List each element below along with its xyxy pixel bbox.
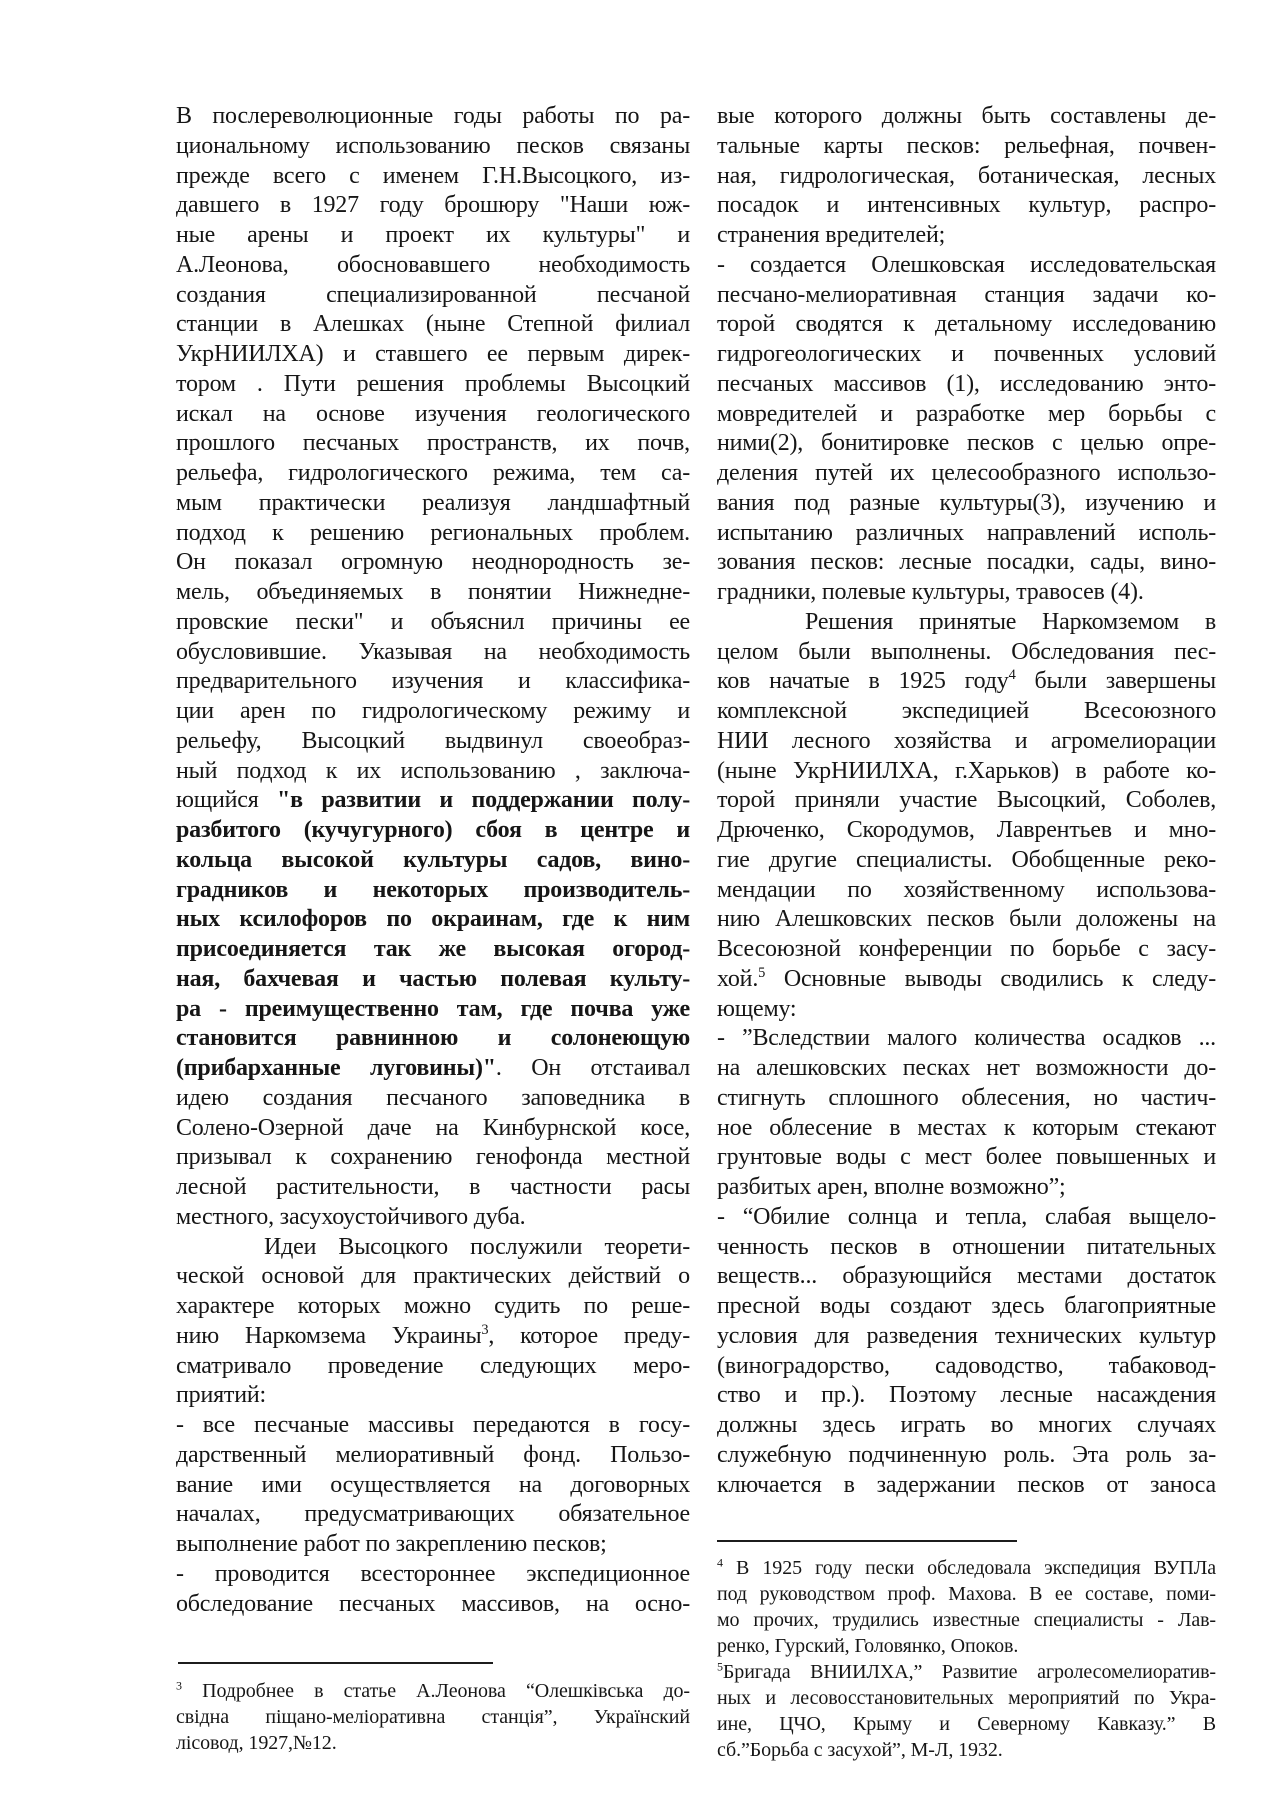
text-run: циональному использованию песков связаны (176, 132, 690, 159)
text-run: Дрюченко, Скородумов, Лаврентьев и мно- (717, 817, 1216, 843)
footnote-line (717, 1555, 1216, 1581)
text-run: присоединяется так же высокая огород- (176, 936, 690, 962)
text-line (717, 519, 1216, 549)
text-run: ков начатые в 1925 году (717, 668, 1009, 695)
text-run: началах, предусматривающих обязательное (176, 1501, 690, 1528)
text-run: ции арен по гидрологическому режиму и (176, 698, 690, 724)
text-line (176, 1114, 690, 1144)
text-run: становится равнинною и солонеющую (176, 1025, 690, 1052)
text-run: местного, засухоустойчивого дуба. (176, 1203, 526, 1230)
text-line (176, 1292, 690, 1322)
text-run: обследование песчаных массивов, на осно- (176, 1590, 690, 1617)
text-run: провские пески" и объяснил причины ее (176, 608, 690, 635)
text-line (176, 846, 690, 876)
text-line (717, 965, 1216, 995)
text-line (176, 578, 690, 608)
text-run: деления путей их целесообразного использо- (717, 460, 1216, 486)
text-line (176, 757, 690, 787)
text-line (717, 786, 1216, 816)
text-run: должны здесь играть во многих случаях (717, 1412, 1216, 1438)
text-line (717, 578, 1216, 608)
text-run: ство и пр.). Поэтому лесные насаждения (717, 1382, 1216, 1409)
text-line (176, 1471, 690, 1501)
text-line (717, 310, 1216, 340)
footnote-line (717, 1607, 1216, 1633)
text-line (717, 1441, 1216, 1471)
text-line (176, 935, 690, 965)
text-run: мо прочих, трудились известные специалисты - Лав- (717, 1609, 1216, 1631)
text-line (717, 1054, 1216, 1084)
text-line (176, 1173, 690, 1203)
text-line (176, 1411, 690, 1441)
text-line (717, 727, 1216, 757)
text-run: мовредителей и разработке мер борьбы с (717, 400, 1216, 427)
text-run: (виноградорство, садоводство, табаковод- (717, 1352, 1216, 1379)
text-line (176, 1441, 690, 1471)
text-line (176, 400, 690, 430)
text-line (176, 1024, 690, 1054)
text-run: хой. (717, 965, 759, 992)
text-run: В 1925 году пески обследовала экспедиция ВУПЛа (722, 1557, 1216, 1579)
text-run: В послереволюционные годы работы по ра- (176, 103, 690, 129)
footnote-separator-left (178, 1662, 493, 1664)
text-run: ческой основой для практических действий о (176, 1263, 690, 1290)
text-run: разбитого (кучугурного) сбоя в центре и (176, 817, 690, 843)
text-run: ине, ЦЧО, Крыму и Северному Кавказу.” В (717, 1713, 1216, 1735)
text-line (717, 1233, 1216, 1263)
text-line (176, 667, 690, 697)
text-line (176, 370, 690, 400)
text-line (176, 281, 690, 311)
text-run: НИИ лесного хозяйства и агромелиорации (717, 727, 1216, 754)
text-line (717, 757, 1216, 787)
text-run: выполнение работ по закреплению песков; (176, 1531, 607, 1557)
text-line (176, 816, 690, 846)
text-line (176, 1352, 690, 1382)
text-run: прошлого песчаных пространств, их почв, (176, 430, 690, 457)
text-run: идею создания песчаного заповедника в (176, 1084, 690, 1111)
text-line (176, 995, 690, 1025)
text-run: под руководством проф. Махова. В ее составе, поми- (717, 1583, 1216, 1605)
text-line (717, 1381, 1216, 1411)
text-run: (прибарханные луговины)" (176, 1055, 496, 1081)
text-line (176, 638, 690, 668)
text-line (717, 1024, 1216, 1054)
text-run: характере которых можно судить по реше- (176, 1293, 690, 1319)
text-run: А.Леонова, обосновавшего необходимость (176, 251, 690, 278)
text-run: ченность песков в отношении питательных (717, 1233, 1216, 1260)
text-run: градники, полевые культуры, травосев (4). (717, 579, 1144, 605)
text-line (717, 876, 1216, 906)
text-line (176, 489, 690, 519)
text-run: были завершены (1015, 668, 1216, 695)
text-run: рельефа, гидрологического режима, тем са- (176, 460, 690, 486)
text-line (717, 1114, 1216, 1144)
text-line (717, 340, 1216, 370)
text-run: мым практически реализуя ландшафтный (176, 489, 690, 516)
text-run: УкрНИИЛХА) и ставшего ее первым дирек- (176, 341, 690, 367)
text-line (176, 1143, 690, 1173)
text-line (717, 132, 1216, 162)
text-line (717, 1203, 1216, 1233)
text-run: ные арены и проект их культуры" и (176, 222, 690, 248)
text-run: ный подход к их использованию , заключа- (176, 757, 690, 784)
text-run: сб.”Борьба с засухой”, М-Л, 1932. (717, 1739, 1003, 1761)
text-run: нию Наркомзема Украины (176, 1322, 482, 1349)
text-line (717, 489, 1216, 519)
text-line (176, 1530, 690, 1560)
text-line (176, 191, 690, 221)
footnotes-left (176, 1678, 690, 1756)
text-run: торой приняли участие Высоцкий, Соболев, (717, 787, 1216, 814)
text-line (176, 727, 690, 757)
text-line (176, 340, 690, 370)
text-line (176, 1054, 690, 1084)
text-line (176, 1233, 690, 1263)
text-line (176, 132, 690, 162)
text-run: создания специализированной песчаной (176, 281, 690, 308)
text-line (717, 429, 1216, 459)
text-run: комплексной экспедицией Всесоюзного (717, 698, 1216, 724)
text-line (717, 1322, 1216, 1352)
text-run: градников и некоторых производитель- (176, 876, 690, 903)
footnote-line (717, 1711, 1216, 1737)
text-run: песчаных массивов (1), исследованию энто- (717, 370, 1216, 397)
text-line (176, 1262, 690, 1292)
footnote-reference: 4 (1008, 667, 1016, 684)
text-run: искал на основе изучения геологического (176, 400, 690, 427)
text-line (176, 1500, 690, 1530)
text-line (717, 400, 1216, 430)
text-line (717, 667, 1216, 697)
text-run: вания под разные культуры(3), изучению и (717, 489, 1216, 516)
text-run: условия для разведения технических культур (717, 1322, 1216, 1349)
footnotes-right (717, 1555, 1216, 1763)
text-run: прежде всего с именем Г.Н.Высоцкого, из- (176, 162, 690, 189)
text-line (176, 221, 690, 251)
text-run: торой сводятся к детальному исследованию (717, 311, 1216, 338)
text-line (717, 548, 1216, 578)
text-column-right (717, 102, 1216, 1500)
text-run: гидрогеологических и почвенных условий (717, 341, 1216, 367)
text-line (176, 1590, 690, 1620)
text-line (717, 697, 1216, 727)
footnote-reference: 3 (176, 1678, 182, 1693)
text-run: веществ... образующийся местами достаток (717, 1263, 1216, 1290)
text-line (717, 459, 1216, 489)
text-run: тальные карты песков: рельефная, почвен- (717, 132, 1216, 159)
text-line (717, 1262, 1216, 1292)
text-line (176, 1203, 690, 1233)
text-run: ных и лесовосстановительных мероприятий по Укра- (717, 1687, 1216, 1709)
text-run: пресной воды создают здесь благоприятные (717, 1293, 1216, 1319)
text-line (717, 1471, 1216, 1501)
text-run: ная, бахчевая и частью полевая культу- (176, 965, 690, 992)
footnote-reference: 5 (758, 964, 766, 981)
text-run: свідна піщано-меліоративна станція”, Українский (176, 1706, 690, 1728)
text-run: ними(2), бонитировке песков с целью опре- (717, 430, 1216, 457)
text-run: ющийся (176, 787, 278, 814)
text-run: Солено-Озерной даче на Кинбурнской косе, (176, 1114, 690, 1141)
text-run: лісовод, 1927,№12. (176, 1732, 337, 1754)
text-run: Решения принятые Наркомземом в (805, 608, 1216, 635)
text-run: - ”Вследствии малого количества осадков ... (717, 1025, 1216, 1052)
text-line (717, 251, 1216, 281)
text-line (176, 162, 690, 192)
text-run: . Он отстаивал (495, 1055, 690, 1081)
text-run: ная, гидрологическая, ботаническая, лесных (717, 162, 1216, 189)
text-run: ра - преимущественно там, где почва уже (176, 995, 690, 1022)
text-run: дарственный мелиоративный фонд. Пользо- (176, 1441, 690, 1468)
text-line (717, 102, 1216, 132)
text-line (176, 697, 690, 727)
text-line (176, 519, 690, 549)
text-run: рельефу, Высоцкий выдвинул своеобраз- (176, 727, 690, 754)
text-run: (ныне УкрНИИЛХА, г.Харьков) в работе ко- (717, 757, 1216, 784)
text-line (717, 1143, 1216, 1173)
text-run: Он показал огромную неоднородность зе- (176, 549, 690, 576)
text-line (176, 1322, 690, 1352)
text-run: служебную подчиненную роль. Эта роль за- (717, 1441, 1216, 1468)
text-line (717, 162, 1216, 192)
text-run: Подробнее в статье А.Леонова “Олешківська до- (181, 1680, 690, 1702)
text-line (176, 251, 690, 281)
text-run: вые которого должны быть составлены де- (717, 103, 1216, 129)
text-run: Основные выводы сводились к следу- (765, 965, 1216, 992)
text-line (176, 905, 690, 935)
footnote-line (717, 1737, 1216, 1763)
text-run: разбитых арен, вполне возможно”; (717, 1174, 1066, 1200)
text-run: грунтовые воды с мест более повышенных и (717, 1144, 1216, 1171)
text-line (176, 548, 690, 578)
text-run: , которое преду- (488, 1322, 690, 1349)
text-run: ключается в задержании песков от заноса (717, 1471, 1216, 1498)
footnote-line (176, 1704, 690, 1730)
footnote-line (717, 1633, 1216, 1659)
text-line (717, 1411, 1216, 1441)
text-run: мендации по хозяйственному использова- (717, 876, 1216, 903)
text-line (176, 429, 690, 459)
text-run: гие другие специалисты. Обобщенные реко- (717, 846, 1216, 873)
text-run: приятий: (176, 1382, 266, 1409)
text-run: давшего в 1927 году брошюру "Наши юж- (176, 192, 690, 219)
footnote-line (717, 1659, 1216, 1685)
text-run: странения вредителей; (717, 222, 946, 248)
text-run: станции в Алешках (ныне Степной филиал (176, 311, 690, 338)
text-run: предварительного изучения и классифика- (176, 668, 690, 695)
text-line (717, 1173, 1216, 1203)
text-run: песчано-мелиоративная станция задачи ко- (717, 281, 1216, 308)
text-run: тором . Пути решения проблемы Высоцкий (176, 370, 690, 397)
text-run: ное облесение в местах к которым стекают (717, 1114, 1216, 1141)
footnote-line (176, 1730, 690, 1756)
text-run: - все песчаные массивы передаются в госу- (176, 1412, 690, 1438)
text-line (717, 191, 1216, 221)
text-run: ренко, Гурский, Головянко, Опоков. (717, 1635, 1019, 1657)
footnote-line (717, 1685, 1216, 1711)
text-line (176, 310, 690, 340)
footnote-reference: 3 (481, 1321, 489, 1338)
text-line (176, 786, 690, 816)
footnote-line (176, 1678, 690, 1704)
text-line (176, 459, 690, 489)
text-line (176, 1084, 690, 1114)
text-run: посадок и интенсивных культур, распро- (717, 192, 1216, 219)
text-run: вание ими осуществляется на договорных (176, 1471, 690, 1498)
text-run: лесной растительности, в частности расы (176, 1174, 690, 1200)
text-line (717, 846, 1216, 876)
text-run: обусловившие. Указывая на необходимость (176, 638, 690, 665)
text-run: ющему: (717, 995, 797, 1022)
text-run: - проводится всестороннее экспедиционное (176, 1560, 690, 1587)
text-run: кольца высокой культуры садов, вино- (176, 846, 690, 873)
text-run: испытанию различных направлений исполь- (717, 519, 1216, 546)
text-line (717, 1292, 1216, 1322)
text-run: Всесоюзной конференции по борьбе с засу- (717, 936, 1216, 962)
text-run: ных ксилофоров по окраинам, где к ним (176, 906, 690, 933)
text-run: "в развитии и поддержании полу- (277, 787, 690, 814)
text-run: - “Обилие солнца и тепла, слабая выщело- (717, 1203, 1216, 1230)
text-line (717, 1352, 1216, 1382)
text-line (176, 608, 690, 638)
text-line (717, 638, 1216, 668)
text-run: мель, объединяемых в понятии Нижнедне- (176, 579, 690, 605)
text-run: призывал к сохранению генофонда местной (176, 1144, 690, 1171)
footnote-reference: 4 (717, 1555, 723, 1570)
text-line (176, 102, 690, 132)
text-run: Бригада ВНИИЛХА,” Развитие агролесомелиоратив- (722, 1661, 1216, 1683)
text-run: подход к решению региональных проблем. (176, 519, 690, 546)
text-line (717, 816, 1216, 846)
text-line (717, 1084, 1216, 1114)
text-run: нию Алешковских песков были доложены на (717, 906, 1216, 933)
text-line (176, 965, 690, 995)
text-line (717, 281, 1216, 311)
footnote-separator-right (717, 1540, 1017, 1542)
text-line (717, 370, 1216, 400)
text-line (717, 905, 1216, 935)
footnote-line (717, 1581, 1216, 1607)
footnote-reference: 5 (717, 1659, 723, 1674)
text-line (717, 221, 1216, 251)
text-run: целом были выполнены. Обследования пес- (717, 638, 1216, 665)
text-run: стигнуть сплошного облесения, но частич- (717, 1084, 1216, 1111)
text-line (717, 935, 1216, 965)
text-run: Идеи Высоцкого послужили теорети- (264, 1233, 690, 1260)
text-run: зования песков: лесные посадки, сады, вино- (717, 549, 1216, 576)
text-run: - создается Олешковская исследовательская (717, 251, 1216, 278)
text-column-left (176, 102, 690, 1619)
text-line (176, 1381, 690, 1411)
text-run: на алешковских песках нет возможности до- (717, 1055, 1216, 1081)
text-run: сматривало проведение следующих меро- (176, 1352, 690, 1379)
text-line (717, 608, 1216, 638)
text-line (176, 1560, 690, 1590)
text-line (176, 876, 690, 906)
text-line (717, 995, 1216, 1025)
